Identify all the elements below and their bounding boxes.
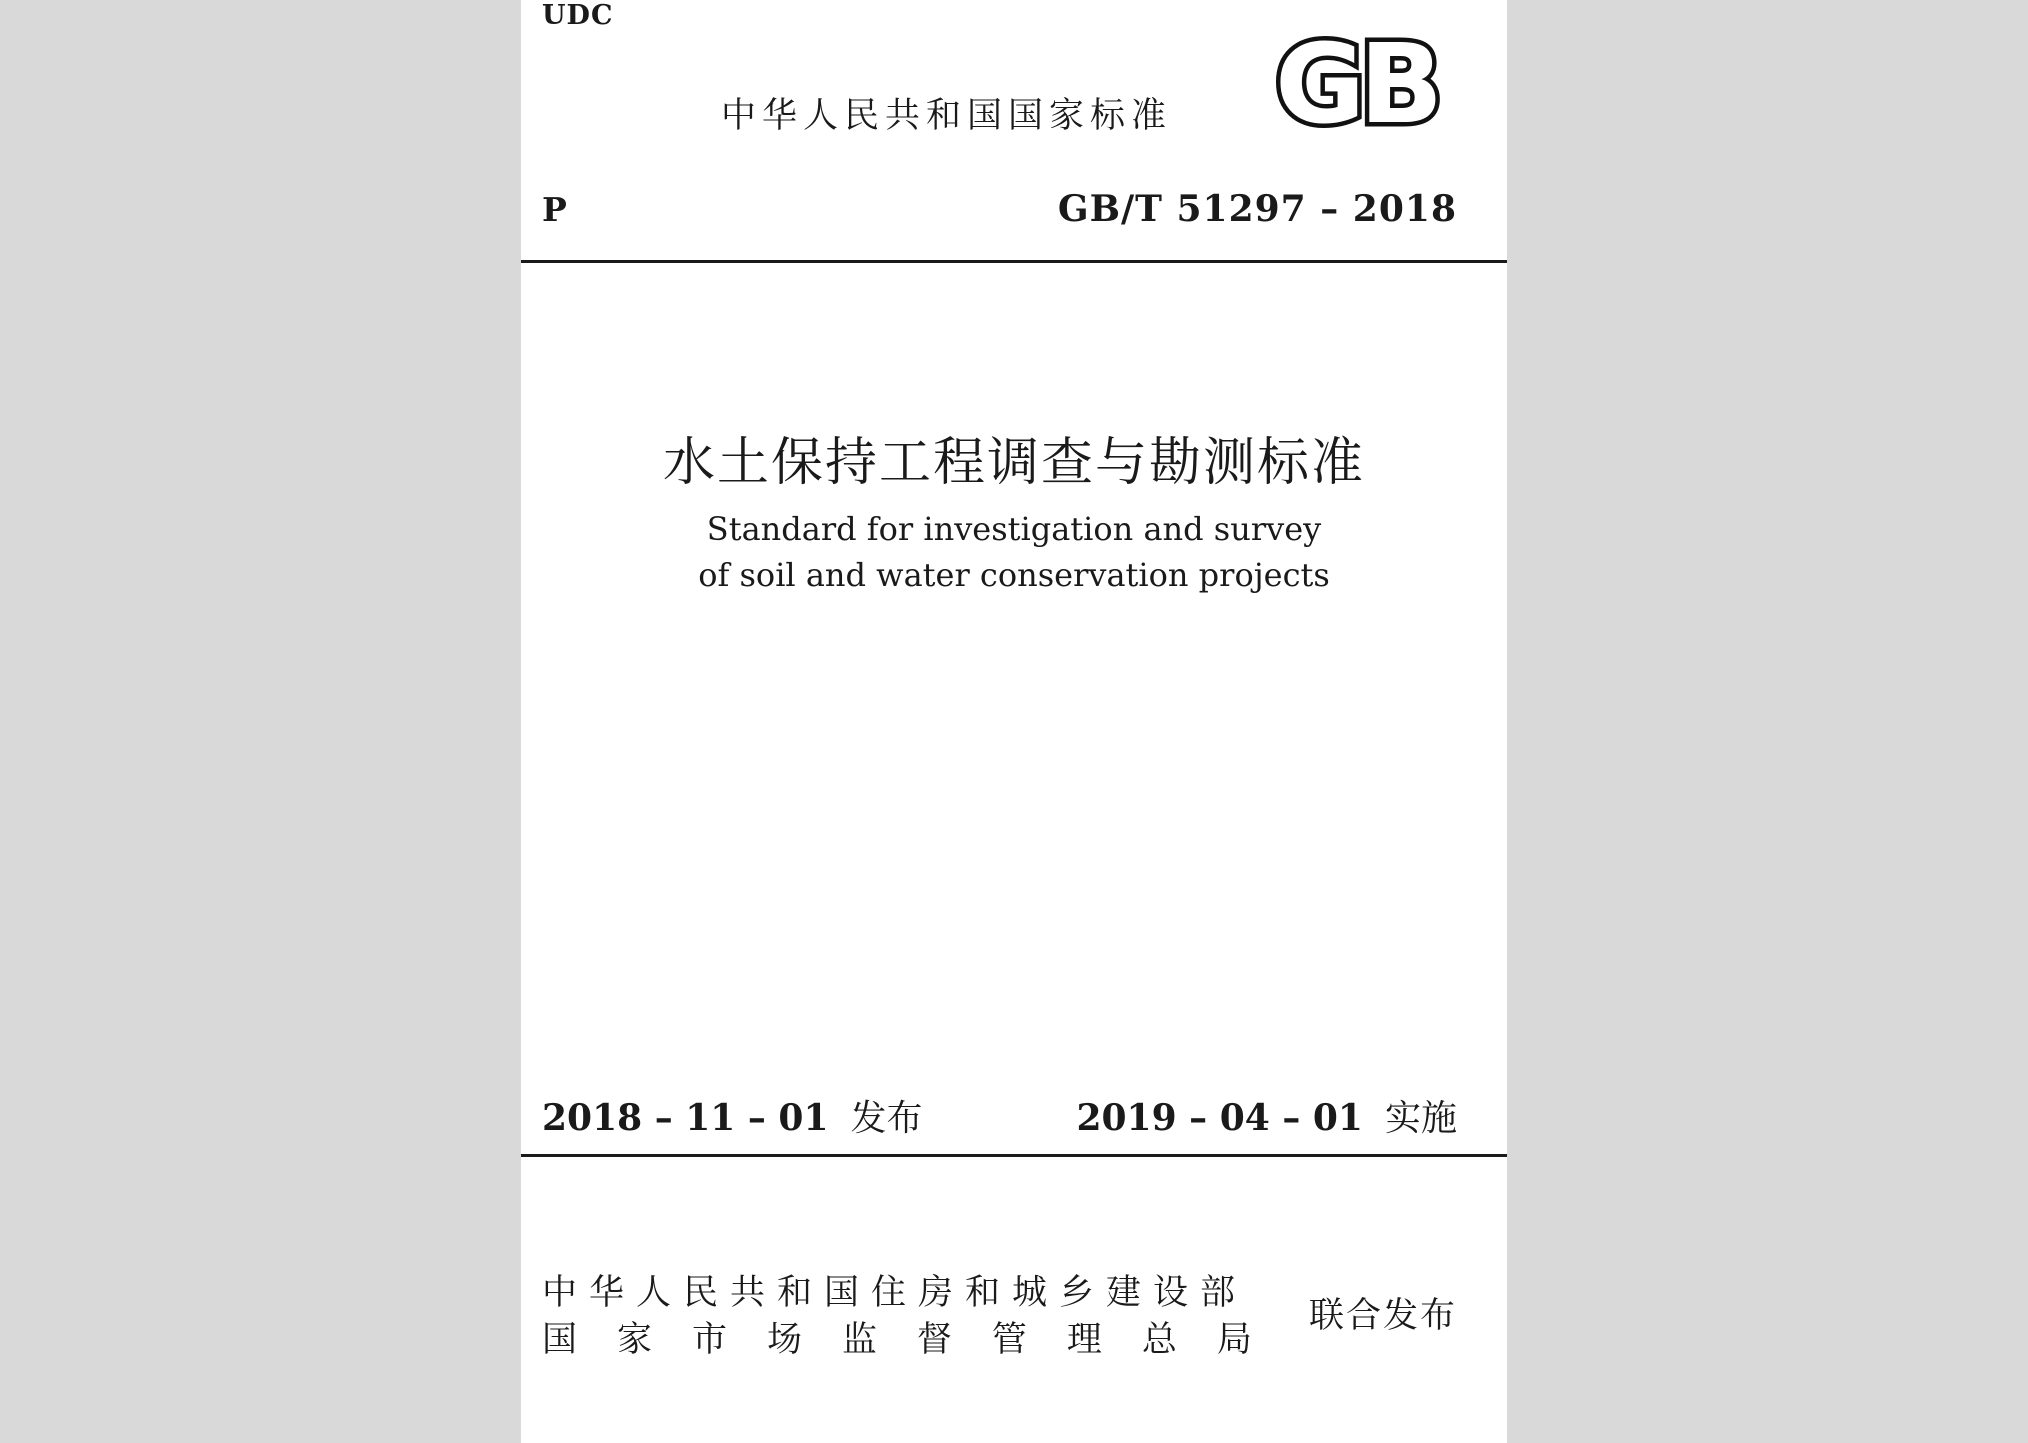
issuer-line-1: 中华人民共和国住房和城乡建设部 (542, 1273, 1248, 1313)
issue-date-block (542, 1090, 923, 1141)
implementation-date: 2019 – 04 – 01 (1076, 1097, 1363, 1139)
implementation-label: 实施 (1384, 1098, 1457, 1139)
bottom-divider (521, 1154, 1507, 1157)
issuer-char: 场 (766, 1320, 802, 1360)
issuer-char: 局 (1216, 1320, 1252, 1360)
issuer-char: 理 (1066, 1320, 1102, 1360)
title-english-line-1: Standard for investigation and survey (706, 510, 1322, 548)
issuer-char: 总 (1141, 1320, 1177, 1360)
category-letter: P (542, 190, 567, 229)
issuer-char: 国 (542, 1320, 578, 1360)
gb-logo-icon (1271, 30, 1461, 132)
issuer-char: 监 (841, 1320, 877, 1360)
top-divider (521, 260, 1507, 263)
issuer-char: 管 (991, 1320, 1027, 1360)
issuer-line-2 (542, 1312, 1252, 1362)
implementation-date-block (1076, 1090, 1457, 1141)
title-english-line-2: of soil and water conservation projects (698, 556, 1330, 594)
standard-cover-page (521, 0, 1507, 1443)
issuer-char: 督 (916, 1320, 952, 1360)
udc-label: UDC (542, 0, 614, 31)
title-chinese: 水土保持工程调查与勘测标准 (662, 433, 1365, 493)
joint-release-label: 联合发布 (1308, 1296, 1457, 1336)
issuer-char: 家 (616, 1320, 652, 1360)
issue-date: 2018 – 11 – 01 (542, 1097, 829, 1139)
issuer-char: 市 (691, 1320, 727, 1360)
national-standard-heading: 中华人民共和国国家标准 (721, 96, 1173, 136)
gb-logo (1271, 30, 1461, 132)
issue-label: 发布 (850, 1098, 923, 1139)
gb-logo-lettering: GB (1275, 30, 1438, 132)
standard-number: GB/T 51297 – 2018 (1057, 188, 1457, 230)
